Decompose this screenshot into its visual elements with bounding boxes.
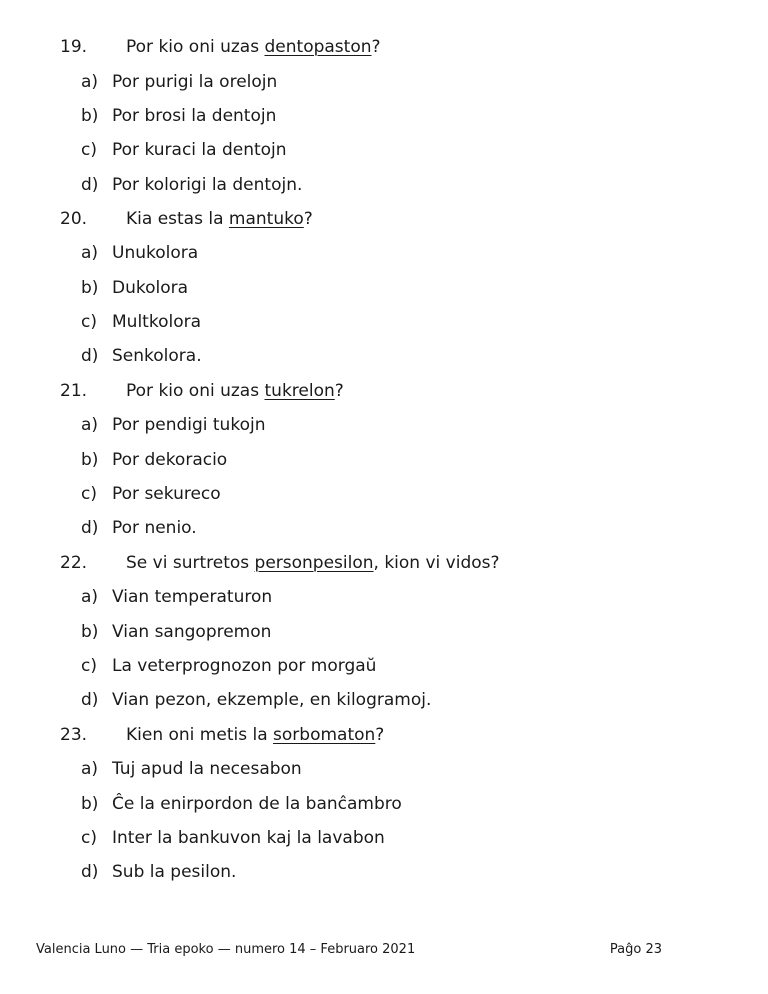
option-text: Vian temperaturon [112,587,273,607]
question-text-before: Kia estas la [126,209,229,229]
option-text: Por kuraci la dentojn [112,140,287,160]
question-text [126,553,500,573]
question-text-before: Se vi surtretos [126,553,255,573]
option-letter: d) [81,862,99,882]
question-number: 19. [60,37,88,57]
question-term: mantuko [228,209,304,229]
question-text-before: Kien oni metis la [126,725,274,745]
option-letter: d) [81,346,99,366]
option-letter: c) [81,656,97,676]
option-text: La veterprognozon por morgaŭ [112,656,377,676]
option-text: Inter la bankuvon kaj la lavabon [112,828,385,848]
option-text: Sub la pesilon. [112,862,237,882]
option-text: Unukolora [112,243,199,263]
question-text-before: Por kio oni uzas [126,381,265,401]
question-text-after: ? [371,37,381,57]
option-letter: c) [81,484,97,504]
option-letter: c) [81,312,97,332]
question-number: 22. [60,553,88,573]
question-term: personpesilon [254,553,374,573]
option-letter: b) [81,106,99,126]
option-letter: a) [81,72,99,92]
option-text: Tuj apud la necesabon [112,759,302,779]
option-letter: d) [81,690,99,710]
option-letter: d) [81,518,99,538]
option-letter: b) [81,622,99,642]
option-text: Por purigi la orelojn [112,72,278,92]
question-text-after: ? [334,381,344,401]
option-text: Vian pezon, ekzemple, en kilogramoj. [112,690,432,710]
question-term: dentopaston [264,37,372,57]
option-letter: c) [81,828,97,848]
question-text [126,381,344,401]
question-text-after: ? [303,209,313,229]
option-letter: c) [81,140,97,160]
question-text [126,209,313,229]
option-text: Dukolora [112,278,189,298]
option-letter: a) [81,587,99,607]
question-number: 21. [60,381,88,401]
question-number: 20. [60,209,88,229]
option-text: Senkolora. [112,346,202,366]
option-letter: b) [81,450,99,470]
option-text: Por kolorigi la dentojn. [112,175,303,195]
question-number: 23. [60,725,88,745]
option-text: Ĉe la enirpordon de la banĉambro [112,794,402,814]
option-letter: a) [81,759,99,779]
question-text-before: Por kio oni uzas [126,37,265,57]
question-term: tukrelon [264,381,335,401]
question-text [126,725,384,745]
option-letter: a) [81,243,99,263]
footer-page-number: Paĝo 23 [609,942,662,957]
option-text: Por pendigi tukojn [112,415,266,435]
question-text-after: ? [375,725,385,745]
option-text: Por nenio. [112,518,197,538]
option-text: Por dekoracio [112,450,228,470]
footer-publication: Valencia Luno — Tria epoko — numero 14 – Februaro 2021 [36,942,416,957]
question-text-after: , kion vi vidos? [373,553,500,573]
option-letter: b) [81,278,99,298]
option-text: Por brosi la dentojn [112,106,277,126]
question-term: sorbomaton [273,725,376,745]
option-text: Multkolora [112,312,202,332]
option-text: Vian sangopremon [112,622,272,642]
option-letter: a) [81,415,99,435]
option-letter: d) [81,175,99,195]
option-text: Por sekureco [112,484,221,504]
option-letter: b) [81,794,99,814]
question-text [126,37,381,57]
